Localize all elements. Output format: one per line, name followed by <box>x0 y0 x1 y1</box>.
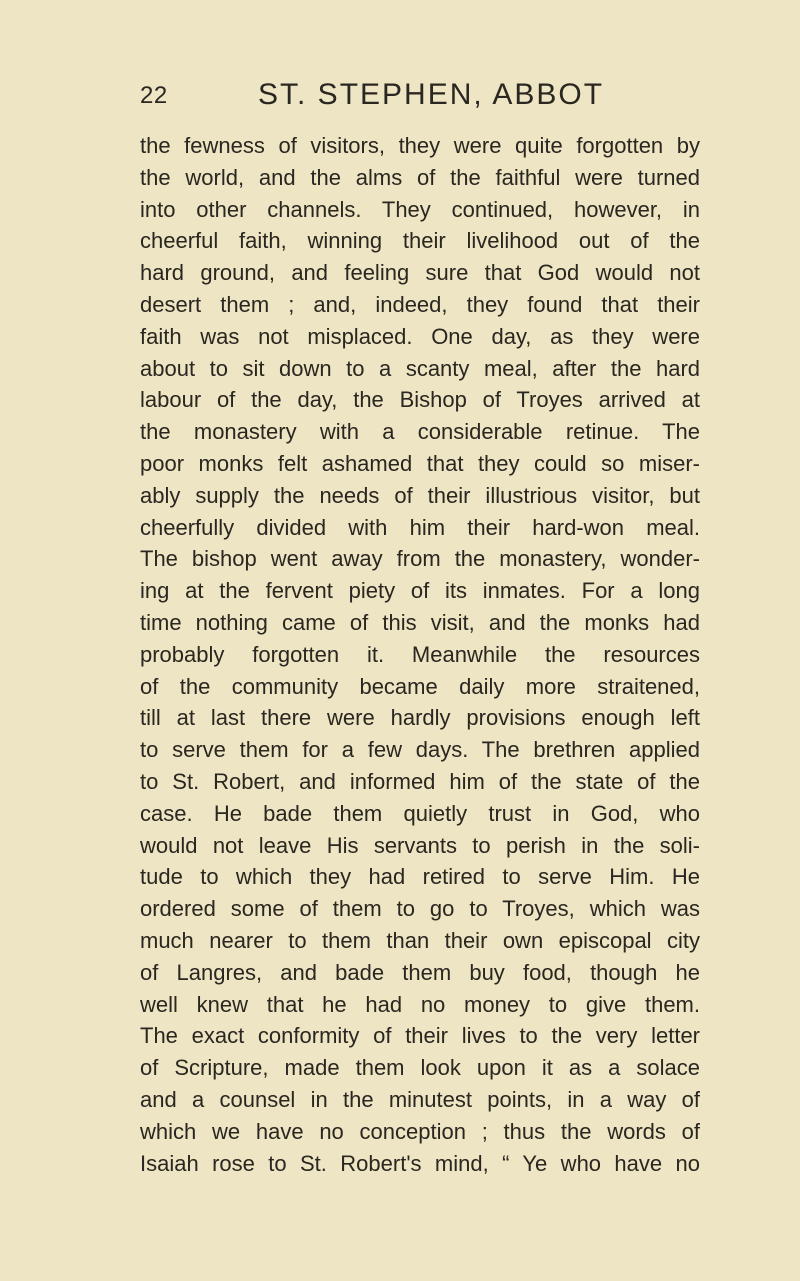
text-line: ing at the fervent piety of its inmates. For a long <box>140 578 700 604</box>
text-line: ably supply the needs of their illustrious visitor, but <box>140 482 700 508</box>
text-line: hard ground, and feeling sure that God would not <box>140 260 700 286</box>
text-line: ordered some of them to go to Troyes, which was <box>140 896 700 922</box>
text-line: would not leave His servants to perish in the soli- <box>140 832 700 858</box>
text-line: The exact conformity of their lives to the very letter <box>140 1023 700 1049</box>
text-line: and a counsel in the minutest points, in a way of <box>140 1086 700 1112</box>
text-line: desert them ; and, indeed, they found that their <box>140 291 700 317</box>
text-line: labour of the day, the Bishop of Troyes arrived at <box>140 387 700 413</box>
text-line: to serve them for a few days. The brethren applied <box>140 737 700 763</box>
text-line: cheerfully divided with him their hard-won meal. <box>140 514 700 540</box>
text-line: time nothing came of this visit, and the monks had <box>140 609 700 635</box>
text-line: about to sit down to a scanty meal, after the hard <box>140 355 700 381</box>
text-line: the fewness of visitors, they were quite forgotten by <box>140 133 700 158</box>
page-number: 22 <box>140 82 168 109</box>
text-line: to St. Robert, and informed him of the state of the <box>140 768 700 794</box>
text-line: probably forgotten it. Meanwhile the resources <box>140 641 700 667</box>
text-line: faith was not misplaced. One day, as they were <box>140 323 700 349</box>
text-line: Isaiah rose to St. Robert's mind, “ Ye who have no <box>140 1150 700 1176</box>
body-text <box>140 130 700 1179</box>
page-header-title: ST. STEPHEN, ABBOT <box>258 78 605 111</box>
text-line: much nearer to them than their own episcopal city <box>140 927 700 953</box>
text-line: well knew that he had no money to give them. <box>140 991 700 1017</box>
text-line: the monastery with a considerable retinue. The <box>140 419 700 445</box>
text-line: of the community became daily more straitened, <box>140 673 700 699</box>
text-line: the world, and the alms of the faithful were turned <box>140 164 700 190</box>
text-line: case. He bade them quietly trust in God, who <box>140 800 700 826</box>
running-head <box>140 78 700 118</box>
text-line: cheerful faith, winning their livelihood out of the <box>140 228 700 254</box>
text-line: of Langres, and bade them buy food, though he <box>140 959 700 985</box>
text-line: poor monks felt ashamed that they could so miser- <box>140 450 700 476</box>
text-line: into other channels. They continued, however, in <box>140 196 700 222</box>
text-line: tude to which they had retired to serve Him. He <box>140 864 700 890</box>
text-line: which we have no conception ; thus the words of <box>140 1118 700 1144</box>
text-line: of Scripture, made them look upon it as a solace <box>140 1055 700 1081</box>
text-line: The bishop went away from the monastery, wonder- <box>140 546 700 572</box>
text-line: till at last there were hardly provisions enough left <box>140 705 700 731</box>
